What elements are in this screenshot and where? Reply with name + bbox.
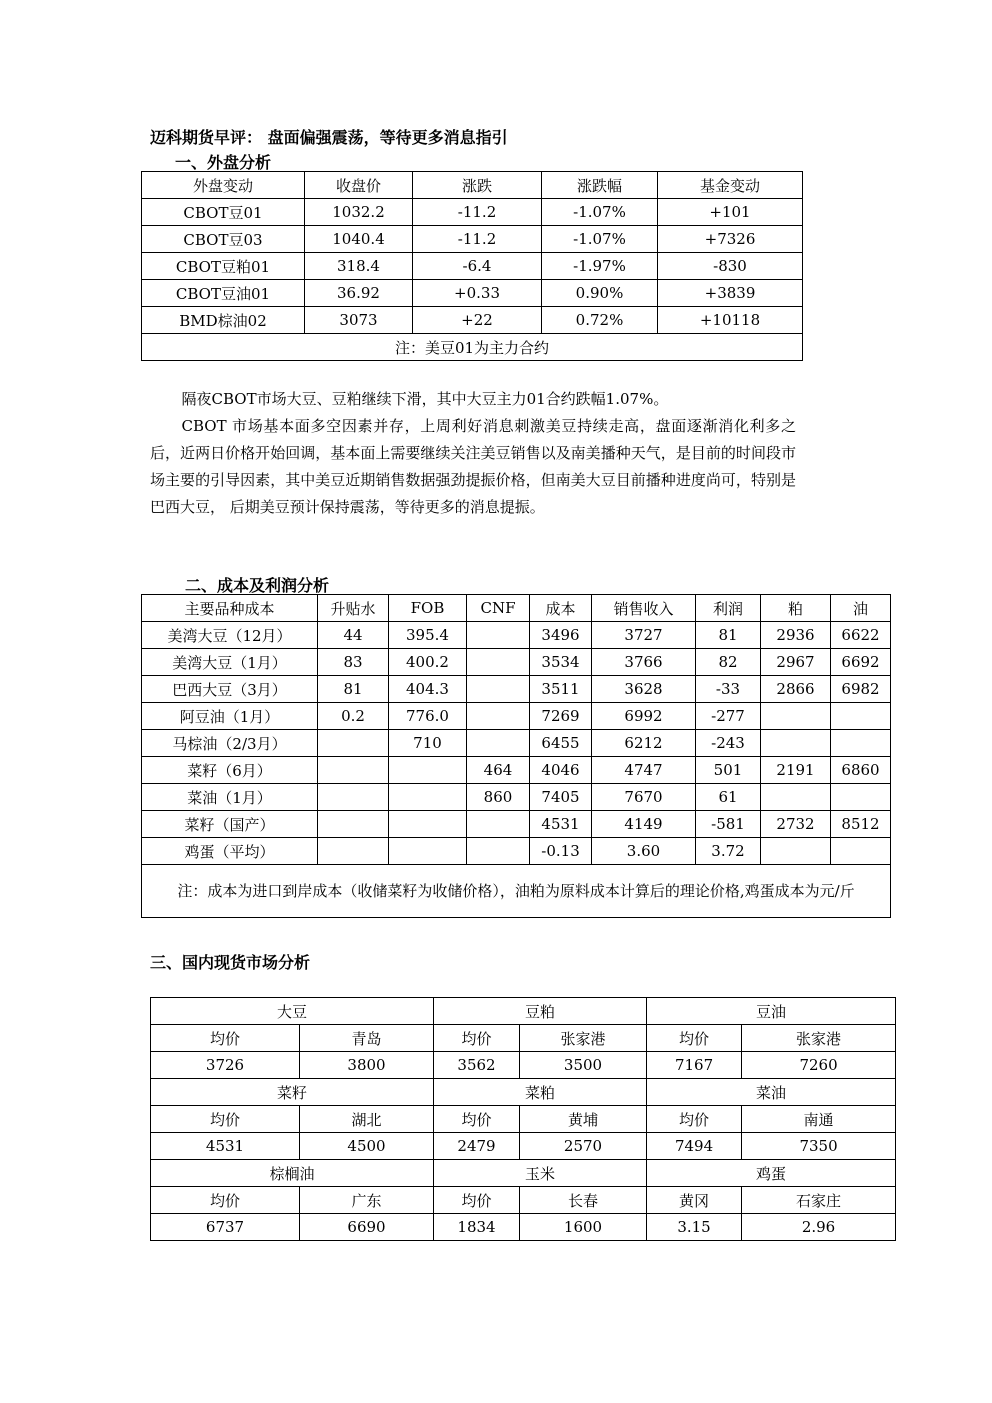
table-row <box>142 280 803 307</box>
table-cell: CBOT豆油01 <box>142 280 305 307</box>
table-cell: +22 <box>413 307 542 334</box>
table-cell <box>467 703 530 730</box>
price-value-row <box>151 1214 896 1241</box>
table-cell: 776.0 <box>389 703 467 730</box>
price-value: 3500 <box>520 1052 647 1079</box>
table-note-row <box>142 334 803 361</box>
price-value: 4500 <box>300 1133 434 1160</box>
price-label: 均价 <box>647 1106 742 1133</box>
column-header: 粕 <box>761 595 831 622</box>
price-label: 均价 <box>434 1187 520 1214</box>
price-label: 均价 <box>151 1025 300 1052</box>
table-cell: -33 <box>696 676 761 703</box>
commodity-name: 菜粕 <box>434 1079 647 1106</box>
price-label-row <box>151 1187 896 1214</box>
table-cell: 36.92 <box>305 280 413 307</box>
table-cell <box>761 838 831 865</box>
table-cell <box>467 622 530 649</box>
table-cell: 6622 <box>831 622 891 649</box>
table-cell: 3511 <box>530 676 592 703</box>
table-cell: 巴西大豆（3月） <box>142 676 318 703</box>
table-cell: 501 <box>696 757 761 784</box>
table-cell: 82 <box>696 649 761 676</box>
table-cell: 美湾大豆（1月） <box>142 649 318 676</box>
table-cell: -277 <box>696 703 761 730</box>
page-title: 迈科期货早评： 盘面偏强震荡，等待更多消息指引 <box>150 128 508 147</box>
column-header: 基金变动 <box>658 172 803 199</box>
table-cell: -581 <box>696 811 761 838</box>
table-cell <box>389 784 467 811</box>
price-label-row <box>151 1025 896 1052</box>
table-cell <box>318 757 389 784</box>
commodity-name: 大豆 <box>151 998 434 1025</box>
table-cell: 阿豆油（1月） <box>142 703 318 730</box>
table-cell: 860 <box>467 784 530 811</box>
price-label: 青岛 <box>300 1025 434 1052</box>
price-value: 4531 <box>151 1133 300 1160</box>
table-cell: 6692 <box>831 649 891 676</box>
price-label: 黄埔 <box>520 1106 647 1133</box>
table-cell: 6212 <box>592 730 696 757</box>
table-cell: 菜籽（国产） <box>142 811 318 838</box>
price-label: 长春 <box>520 1187 647 1214</box>
table-cell: 81 <box>318 676 389 703</box>
table-cell: 菜油（1月） <box>142 784 318 811</box>
table-cell: 菜籽（6月） <box>142 757 318 784</box>
commodity-name: 玉米 <box>434 1160 647 1187</box>
table-cell: 6992 <box>592 703 696 730</box>
column-header: 利润 <box>696 595 761 622</box>
table-cell: 464 <box>467 757 530 784</box>
price-label: 张家港 <box>742 1025 896 1052</box>
spot-market-body <box>151 998 896 1241</box>
table-cell <box>467 838 530 865</box>
external-market-table <box>141 171 803 361</box>
table-row <box>142 622 891 649</box>
table-cell <box>389 811 467 838</box>
table-cell <box>831 703 891 730</box>
price-value: 1600 <box>520 1214 647 1241</box>
table-cell: 7269 <box>530 703 592 730</box>
column-header: 油 <box>831 595 891 622</box>
price-value: 6690 <box>300 1214 434 1241</box>
price-value: 7260 <box>742 1052 896 1079</box>
table-cell: -6.4 <box>413 253 542 280</box>
table-cell <box>761 703 831 730</box>
price-label: 均价 <box>434 1025 520 1052</box>
table-cell: 7405 <box>530 784 592 811</box>
price-value: 2570 <box>520 1133 647 1160</box>
table-cell <box>467 730 530 757</box>
section-heading-external: 一、外盘分析 <box>175 153 272 172</box>
price-value: 3.15 <box>647 1214 742 1241</box>
column-header: 销售收入 <box>592 595 696 622</box>
table-row <box>142 730 891 757</box>
table-cell: 2732 <box>761 811 831 838</box>
table-cell: 0.72% <box>542 307 658 334</box>
market-paragraph-2: CBOT 市场基本面多空因素并存，上周利好消息刺激美豆持续走高，盘面逐渐消化利多之后，近两日价格开始回调，基本面上需要继续关注美豆销售以及南美播种天气，是目前的时间段市场主要的引导因素，其中美豆近期销售数据强劲提振价格，但南美大豆目前播种进度尚可，特别是巴西大豆， 后期美豆预计保持震荡，等待更多的消息提振。 <box>150 417 796 516</box>
section-heading-cost: 二、成本及利润分析 <box>185 576 330 595</box>
table-cell: +101 <box>658 199 803 226</box>
table-cell: 3073 <box>305 307 413 334</box>
price-label: 黄冈 <box>647 1187 742 1214</box>
table-row <box>142 838 891 865</box>
table-cell: 395.4 <box>389 622 467 649</box>
column-header: FOB <box>389 595 467 622</box>
table-cell: -11.2 <box>413 199 542 226</box>
commodity-name: 棕榈油 <box>151 1160 434 1187</box>
price-value: 3800 <box>300 1052 434 1079</box>
table-cell: 1040.4 <box>305 226 413 253</box>
table-cell: 7670 <box>592 784 696 811</box>
column-header: 升贴水 <box>318 595 389 622</box>
table-cell: -1.07% <box>542 199 658 226</box>
column-header: CNF <box>467 595 530 622</box>
table-row <box>142 226 803 253</box>
table-cell: +0.33 <box>413 280 542 307</box>
commodity-name-row <box>151 998 896 1025</box>
table-cell: -830 <box>658 253 803 280</box>
table-cell: -0.13 <box>530 838 592 865</box>
table-header-row <box>142 172 803 199</box>
table-cell: 4531 <box>530 811 592 838</box>
table-cell <box>389 757 467 784</box>
table-cell: 6860 <box>831 757 891 784</box>
table-cell: 83 <box>318 649 389 676</box>
table-row <box>142 757 891 784</box>
table-cell: 61 <box>696 784 761 811</box>
table-row <box>142 703 891 730</box>
table-cell: 44 <box>318 622 389 649</box>
table-cell: 318.4 <box>305 253 413 280</box>
table-cell: 3.60 <box>592 838 696 865</box>
table-cell: 鸡蛋（平均） <box>142 838 318 865</box>
table-cell <box>761 730 831 757</box>
table-cell: 3628 <box>592 676 696 703</box>
price-value: 7350 <box>742 1133 896 1160</box>
price-value: 7494 <box>647 1133 742 1160</box>
price-value-row <box>151 1133 896 1160</box>
table-cell <box>389 838 467 865</box>
price-value: 6737 <box>151 1214 300 1241</box>
table-row <box>142 649 891 676</box>
table-row <box>142 199 803 226</box>
commodity-name-row <box>151 1079 896 1106</box>
table-cell: CBOT豆01 <box>142 199 305 226</box>
table-cell: 710 <box>389 730 467 757</box>
table-cell <box>831 730 891 757</box>
spot-market-table <box>150 997 896 1241</box>
column-header: 外盘变动 <box>142 172 305 199</box>
table-cell: CBOT豆粕01 <box>142 253 305 280</box>
commodity-name-row <box>151 1160 896 1187</box>
column-header: 收盘价 <box>305 172 413 199</box>
price-label: 湖北 <box>300 1106 434 1133</box>
price-label: 均价 <box>434 1106 520 1133</box>
table-cell: 2967 <box>761 649 831 676</box>
commodity-name: 菜籽 <box>151 1079 434 1106</box>
commodity-name: 菜油 <box>647 1079 896 1106</box>
cost-profit-table <box>141 594 891 918</box>
price-label: 均价 <box>647 1025 742 1052</box>
table-row <box>142 811 891 838</box>
table-cell <box>318 811 389 838</box>
table-cell <box>467 676 530 703</box>
price-label: 南通 <box>742 1106 896 1133</box>
price-label: 均价 <box>151 1187 300 1214</box>
table-note-row <box>142 865 891 918</box>
price-value-row <box>151 1052 896 1079</box>
price-label: 广东 <box>300 1187 434 1214</box>
table-cell: 4747 <box>592 757 696 784</box>
table-cell: 马棕油（2/3月） <box>142 730 318 757</box>
price-value: 3726 <box>151 1052 300 1079</box>
table-cell: 8512 <box>831 811 891 838</box>
section-heading-spot: 三、国内现货市场分析 <box>150 953 311 972</box>
table-cell <box>831 838 891 865</box>
price-label: 石家庄 <box>742 1187 896 1214</box>
table-cell: 2191 <box>761 757 831 784</box>
table-cell <box>318 838 389 865</box>
table-cell: 6455 <box>530 730 592 757</box>
table-cell <box>831 784 891 811</box>
commodity-name: 鸡蛋 <box>647 1160 896 1187</box>
table-cell: 美湾大豆（12月） <box>142 622 318 649</box>
commodity-name: 豆粕 <box>434 998 647 1025</box>
external-market-body <box>142 199 803 334</box>
table-note: 注：成本为进口到岸成本（收储菜籽为收储价格），油粕为原料成本计算后的理论价格,鸡蛋成本为元/斤 <box>142 865 891 918</box>
price-label: 均价 <box>151 1106 300 1133</box>
table-cell: 2866 <box>761 676 831 703</box>
table-cell: 3727 <box>592 622 696 649</box>
table-cell <box>761 784 831 811</box>
table-cell: 6982 <box>831 676 891 703</box>
table-cell: -243 <box>696 730 761 757</box>
table-cell: 404.3 <box>389 676 467 703</box>
column-header: 成本 <box>530 595 592 622</box>
column-header: 涨跌 <box>413 172 542 199</box>
table-cell <box>467 811 530 838</box>
table-header-row <box>142 595 891 622</box>
table-cell: +10118 <box>658 307 803 334</box>
table-cell: 400.2 <box>389 649 467 676</box>
table-cell: 2936 <box>761 622 831 649</box>
table-row <box>142 676 891 703</box>
price-value: 7167 <box>647 1052 742 1079</box>
price-value: 2.96 <box>742 1214 896 1241</box>
table-cell <box>318 784 389 811</box>
table-cell: 1032.2 <box>305 199 413 226</box>
table-cell: 0.2 <box>318 703 389 730</box>
table-cell: BMD棕油02 <box>142 307 305 334</box>
table-cell: -1.07% <box>542 226 658 253</box>
table-cell: 81 <box>696 622 761 649</box>
price-value: 2479 <box>434 1133 520 1160</box>
table-cell: 3534 <box>530 649 592 676</box>
table-cell: 3766 <box>592 649 696 676</box>
table-cell: +3839 <box>658 280 803 307</box>
column-header: 涨跌幅 <box>542 172 658 199</box>
table-cell: 3.72 <box>696 838 761 865</box>
price-label: 张家港 <box>520 1025 647 1052</box>
table-cell <box>467 649 530 676</box>
table-note: 注：美豆01为主力合约 <box>142 334 803 361</box>
table-row <box>142 784 891 811</box>
table-cell: 4046 <box>530 757 592 784</box>
column-header: 主要品种成本 <box>142 595 318 622</box>
market-paragraph-1: 隔夜CBOT市场大豆、豆粕继续下滑，其中大豆主力01合约跌幅1.07%。 <box>181 390 669 408</box>
price-value: 1834 <box>434 1214 520 1241</box>
price-value: 3562 <box>434 1052 520 1079</box>
table-cell: -1.97% <box>542 253 658 280</box>
table-row <box>142 307 803 334</box>
table-cell: 0.90% <box>542 280 658 307</box>
table-cell: +7326 <box>658 226 803 253</box>
table-cell <box>318 730 389 757</box>
table-cell: 3496 <box>530 622 592 649</box>
table-cell: 4149 <box>592 811 696 838</box>
table-cell: CBOT豆03 <box>142 226 305 253</box>
table-cell: -11.2 <box>413 226 542 253</box>
commodity-name: 豆油 <box>647 998 896 1025</box>
cost-profit-body <box>142 622 891 865</box>
table-row <box>142 253 803 280</box>
price-label-row <box>151 1106 896 1133</box>
